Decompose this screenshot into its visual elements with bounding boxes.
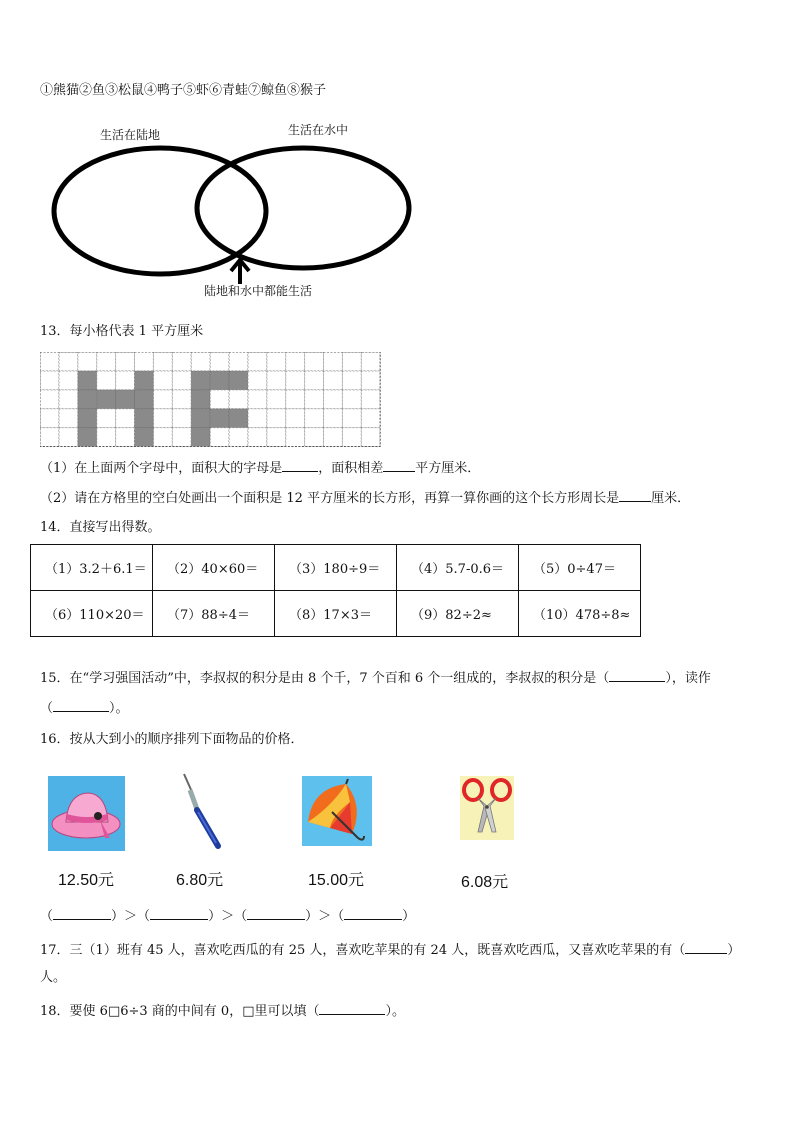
calc-cell[interactable]: （9）82÷2≈ <box>397 591 519 637</box>
q13-part1-text-b: ，面积相差 <box>318 461 384 476</box>
rparen: ） <box>305 909 319 924</box>
hat-image <box>48 776 125 851</box>
q16-title: 16．按从大到小的顺序排列下面物品的价格． <box>40 732 304 747</box>
calc-table <box>30 544 641 637</box>
calc-cell[interactable]: （3）180÷9＝ <box>275 545 397 591</box>
q15-line1 <box>40 668 711 688</box>
q18-rparen: ）。 <box>385 1004 405 1019</box>
calc-cell[interactable]: （5）0÷47＝ <box>519 545 641 591</box>
answer-blank-larger-letter[interactable] <box>282 458 318 472</box>
table-row <box>31 545 641 591</box>
umbrella-image <box>302 776 372 846</box>
gt-sign: ＞ <box>221 909 235 924</box>
q13-part1-text-c: 平方厘米． <box>415 461 481 476</box>
q18-line <box>40 1001 405 1021</box>
lparen: （ <box>137 909 151 924</box>
q13-part1 <box>40 458 480 478</box>
calc-cell[interactable]: （8）17×3＝ <box>275 591 397 637</box>
q14-title: 14．直接写出得数。 <box>40 520 161 535</box>
square-grid <box>40 352 382 448</box>
q15-text-end: ），读作 <box>665 671 711 686</box>
water-ellipse <box>197 148 409 268</box>
rparen: ） <box>111 909 125 924</box>
venn-diagram <box>40 138 430 288</box>
lparen: （ <box>40 909 54 924</box>
price-order-answer <box>40 906 415 926</box>
answer-blank-score[interactable] <box>609 668 665 682</box>
price-hat: 12.50元 <box>58 872 115 889</box>
calc-cell[interactable]: （6）110×20＝ <box>31 591 153 637</box>
q17-line1 <box>40 940 740 960</box>
calc-cell[interactable]: （1）3.2＋6.1＝ <box>31 545 153 591</box>
q15-line2 <box>40 698 129 718</box>
price-scissors: 6.08元 <box>461 874 509 891</box>
q13-part2-text-b: 厘米． <box>651 491 691 506</box>
table-row <box>31 591 641 637</box>
q17-line2: 人。 <box>40 970 67 985</box>
lparen: （ <box>331 909 345 924</box>
calc-cell[interactable]: （2）40×60＝ <box>153 545 275 591</box>
q17-text: 17．三（1）班有 45 人，喜欢吃西瓜的有 25 人，喜欢吃苹果的有 24 人，既喜欢吃西瓜，又喜欢吃苹果的有（ <box>40 943 686 958</box>
answer-blank-order-2[interactable] <box>150 906 208 920</box>
q13-title: 13．每小格代表 1 平方厘米 <box>40 324 204 339</box>
q13-part2-text-a: （2）请在方格里的空白处画出一个面积是 12 平方厘米的长方形，再算一算你画的这个长方形周长是 <box>40 491 620 506</box>
answer-blank-digit[interactable] <box>319 1001 385 1015</box>
scissors-image <box>460 776 514 840</box>
answer-blank-area-diff[interactable] <box>383 458 415 472</box>
price-umbrella: 15.00元 <box>308 872 365 889</box>
calc-cell[interactable]: （7）88÷4＝ <box>153 591 275 637</box>
answer-blank-order-4[interactable] <box>344 906 402 920</box>
water-label: 生活在水中 <box>288 123 349 137</box>
intersection-arrow <box>231 260 249 284</box>
calc-cell[interactable]: （4）5.7-0.6＝ <box>397 545 519 591</box>
animal-list: ①熊猫②鱼③松鼠④鸭子⑤虾⑥青蛙⑦鲸鱼⑧猴子 <box>40 83 327 98</box>
answer-blank-order-3[interactable] <box>247 906 305 920</box>
rparen: ） <box>402 909 416 924</box>
q13-part1-text-a: （1）在上面两个字母中，面积大的字母是 <box>40 461 283 476</box>
q17-rparen: ） <box>727 943 741 958</box>
q13-part2 <box>40 488 690 508</box>
rparen: ） <box>208 909 222 924</box>
gt-sign: ＞ <box>318 909 332 924</box>
answer-blank-perimeter[interactable] <box>619 488 651 502</box>
q15-lparen: （ <box>40 701 54 716</box>
gt-sign: ＞ <box>124 909 138 924</box>
answer-blank-reading[interactable] <box>53 698 109 712</box>
answer-blank-both[interactable] <box>685 940 727 954</box>
price-pen: 6.80元 <box>176 872 224 889</box>
lparen: （ <box>234 909 248 924</box>
q15-rparen: ）。 <box>109 701 129 716</box>
pen-image <box>178 770 226 850</box>
calc-cell[interactable]: （10）478÷8≈ <box>519 591 641 637</box>
q15-text: 15．在“学习强国活动”中，李叔叔的积分是由 8 个千，7 个百和 6 个一组成的，李叔叔的积分是（ <box>40 671 610 686</box>
both-label: 陆地和水中都能生活 <box>204 284 313 298</box>
answer-blank-order-1[interactable] <box>53 906 111 920</box>
land-label: 生活在陆地 <box>100 128 161 142</box>
q18-text: 18．要使 6□6÷3 商的中间有 0，□里可以填（ <box>40 1004 320 1019</box>
